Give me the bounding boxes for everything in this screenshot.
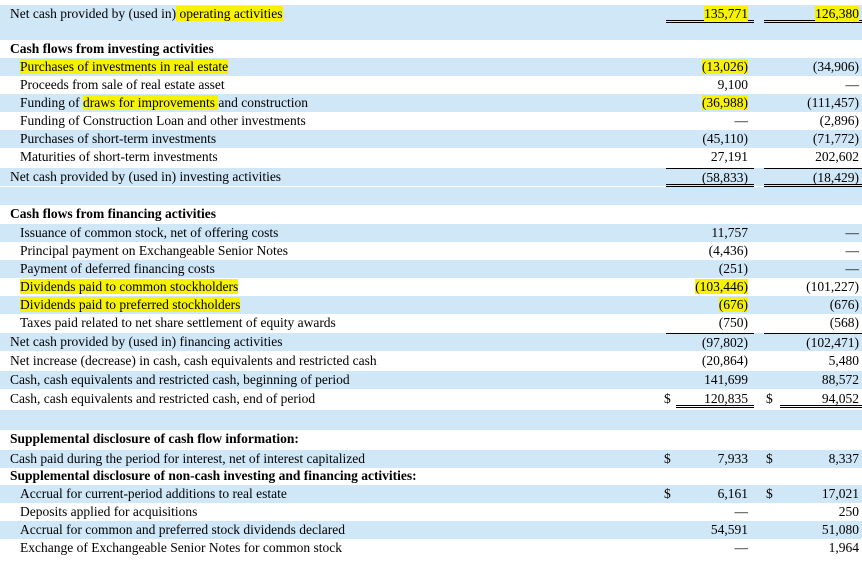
row-label: Purchases of short-term investments — [20, 131, 217, 146]
value-current: (103,446) — [695, 279, 748, 294]
value-current: 54,591 — [710, 522, 748, 537]
value-prior: (101,227) — [806, 279, 859, 294]
row-cash-beginning — [0, 371, 862, 389]
row-net-operating — [0, 5, 862, 23]
value-prior: 17,021 — [821, 486, 859, 501]
value-prior: 8,337 — [828, 451, 859, 466]
row-cash-end — [0, 390, 862, 408]
section-header-non-cash — [0, 467, 862, 485]
row-funding-construction-loan — [0, 112, 862, 130]
value-current: 120,835 — [676, 390, 754, 408]
row-label: Net cash provided by (used in) investing activities — [10, 169, 282, 184]
row-accrual-dividends — [0, 521, 862, 539]
row-principal-payment — [0, 242, 862, 260]
value-current: 135,771 — [666, 5, 754, 23]
row-label: Net cash provided by (used in) financing activities — [10, 334, 283, 349]
value-current: (4,436) — [708, 243, 748, 258]
value-current: 6,161 — [717, 486, 748, 501]
row-proceeds-sale — [0, 76, 862, 94]
dollar-sign: $ — [766, 486, 773, 501]
section-header-supplemental — [0, 430, 862, 448]
row-label: Taxes paid related to net share settlement of equity awards — [20, 315, 336, 330]
row-label: Funding of Construction Loan and other investments — [20, 113, 306, 128]
row-taxes-share-settlement — [0, 314, 862, 332]
section-header-financing — [0, 205, 862, 223]
row-issuance-common-stock — [0, 224, 862, 242]
row-label: Purchases of investments in real estate — [20, 59, 229, 74]
value-current: 11,757 — [711, 225, 748, 240]
row-interest-paid — [0, 450, 862, 468]
row-purchases-short-term — [0, 130, 862, 148]
spacer — [0, 410, 862, 430]
row-dividends-common — [0, 278, 862, 296]
row-label: Net cash provided by (used in) operating activities — [10, 6, 283, 21]
value-current: (36,988) — [701, 95, 748, 110]
value-prior: (2,896) — [819, 113, 859, 128]
row-label: Proceeds from sale of real estate asset — [20, 77, 225, 92]
dollar-sign: $ — [664, 486, 671, 501]
row-net-investing — [0, 168, 862, 186]
value-current: (13,026) — [701, 59, 748, 74]
row-label: Maturities of short-term investments — [20, 149, 218, 164]
value-prior: 5,480 — [828, 353, 859, 368]
row-label: Deposits applied for acquisitions — [20, 504, 198, 519]
section-header-investing — [0, 40, 862, 58]
row-label: Dividends paid to preferred stockholders — [20, 297, 241, 312]
value-prior: 202,602 — [815, 149, 859, 164]
row-label: Dividends paid to common stockholders — [20, 279, 239, 294]
dollar-sign: $ — [664, 451, 671, 466]
row-label: Cash, cash equivalents and restricted cash, end of period — [10, 391, 316, 406]
value-prior: 94,052 — [780, 390, 862, 408]
row-label: Accrual for current-period additions to real estate — [20, 486, 287, 501]
value-prior: 51,080 — [821, 522, 859, 537]
value-current: (251) — [718, 261, 748, 276]
row-label: Payment of deferred financing costs — [20, 261, 215, 276]
value-current: (20,864) — [701, 353, 748, 368]
row-net-financing — [0, 333, 862, 351]
value-current: (58,833) — [666, 168, 754, 187]
row-funding-draws — [0, 94, 862, 112]
value-current: (45,110) — [702, 131, 748, 146]
value-current: — — [734, 504, 748, 519]
dollar-sign: $ — [766, 391, 773, 406]
value-prior: (676) — [829, 297, 859, 312]
section-title: Supplemental disclosure of cash flow information: — [10, 431, 299, 446]
row-label: Principal payment on Exchangeable Senior Notes — [20, 243, 289, 258]
value-prior: (34,906) — [812, 59, 859, 74]
value-prior: 88,572 — [821, 372, 859, 387]
value-current: — — [734, 540, 748, 555]
value-current: 141,699 — [704, 372, 748, 387]
value-current: 27,191 — [710, 149, 748, 164]
row-net-change-cash — [0, 352, 862, 370]
value-prior: 1,964 — [828, 540, 859, 555]
value-current: (97,802) — [666, 333, 754, 351]
row-accrual-real-estate — [0, 485, 862, 503]
value-current: 7,933 — [717, 451, 748, 466]
value-prior: (71,772) — [812, 131, 859, 146]
value-current: — — [734, 113, 748, 128]
row-dividends-preferred — [0, 296, 862, 314]
row-maturities-short-term — [0, 148, 862, 166]
section-title: Cash flows from investing activities — [10, 41, 214, 56]
value-prior: (568) — [829, 315, 859, 330]
value-current: 9,100 — [717, 77, 748, 92]
value-prior: (111,457) — [807, 95, 859, 110]
row-label: Net increase (decrease) in cash, cash equivalents and restricted cash — [10, 353, 377, 368]
row-label: Accrual for common and preferred stock dividends declared — [20, 522, 345, 537]
value-prior: — — [845, 77, 859, 92]
value-prior: — — [845, 243, 859, 258]
row-label: Cash, cash equivalents and restricted cash, beginning of period — [10, 372, 350, 387]
value-prior: — — [845, 261, 859, 276]
value-prior: 126,380 — [764, 5, 862, 23]
row-label: Funding of draws for improvements and construction — [20, 95, 308, 110]
value-prior: 250 — [838, 504, 859, 519]
row-label: Exchange of Exchangeable Senior Notes for common stock — [20, 540, 343, 555]
dollar-sign: $ — [766, 451, 773, 466]
spacer — [0, 187, 862, 205]
value-prior: — — [845, 225, 859, 240]
row-exchange-notes — [0, 539, 862, 557]
spacer — [0, 23, 862, 40]
value-prior: (102,471) — [764, 333, 862, 351]
value-prior: (18,429) — [764, 168, 862, 187]
row-label: Cash paid during the period for interest, net of interest capitalized — [10, 451, 366, 466]
section-title: Supplemental disclosure of non-cash investing and financing activities: — [10, 468, 417, 483]
row-purchases-real-estate — [0, 58, 862, 76]
value-current: (676) — [718, 297, 748, 312]
row-deferred-financing — [0, 260, 862, 278]
dollar-sign: $ — [664, 391, 671, 406]
row-deposits-acquisitions — [0, 503, 862, 521]
row-label: Issuance of common stock, net of offering costs — [20, 225, 279, 240]
section-title: Cash flows from financing activities — [10, 206, 216, 221]
value-current: (750) — [718, 315, 748, 330]
